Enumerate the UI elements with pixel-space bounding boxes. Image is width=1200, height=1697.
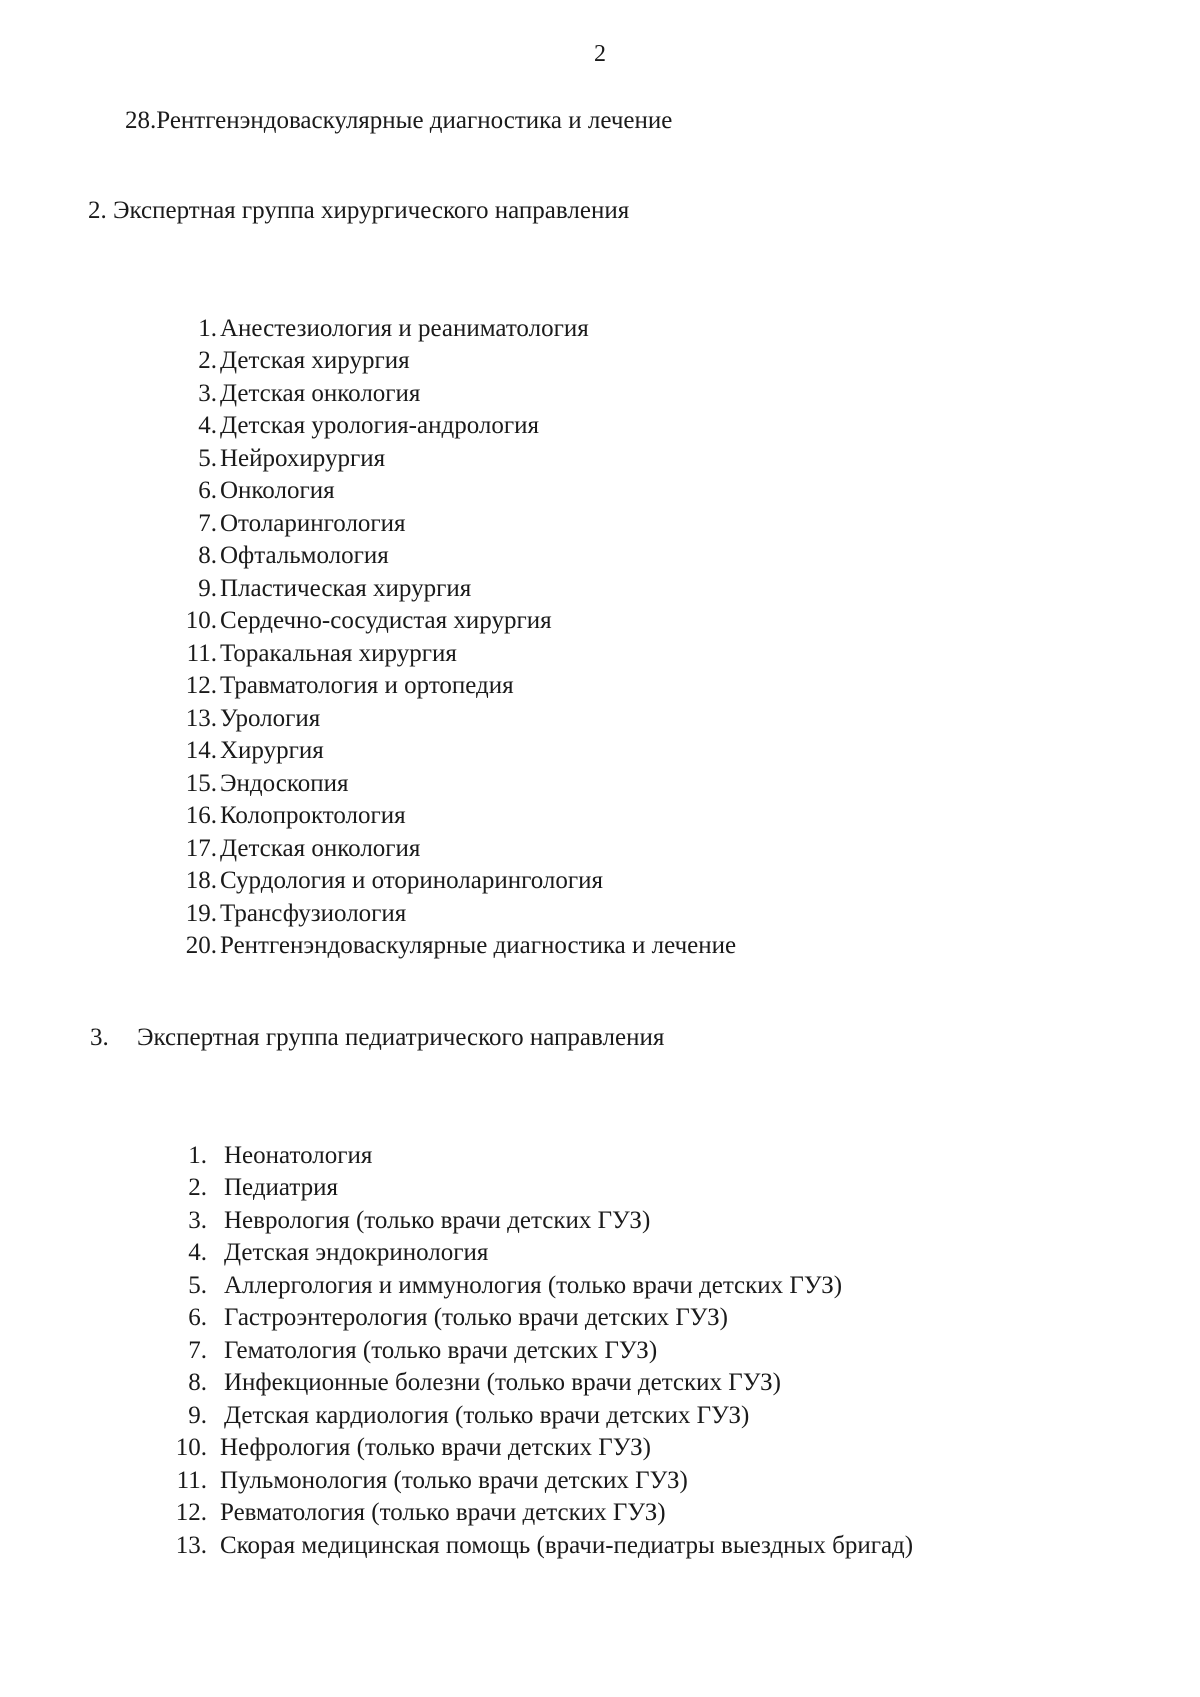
item-number: 4. — [188, 1239, 207, 1266]
item-text: Эндоскопия — [220, 770, 349, 797]
item-number: 6. — [188, 1304, 207, 1331]
item-number: 7. — [198, 510, 217, 537]
carry-over-item — [125, 108, 672, 133]
item-text: Пульмонология (только врачи детских ГУЗ) — [220, 1467, 688, 1494]
item-number: 14. — [185, 737, 217, 764]
item-number: 10. — [185, 607, 217, 634]
item-text: Детская хирургия — [220, 347, 410, 374]
item-text: Ревматология (только врачи детских ГУЗ) — [220, 1499, 666, 1526]
item-text: Аллергология и иммунология (только врачи детских ГУЗ) — [224, 1272, 843, 1299]
item-text: Онкология — [220, 477, 335, 504]
item-number: 15. — [185, 770, 217, 797]
item-number: 1. — [198, 315, 217, 342]
item-number: 3. — [188, 1207, 207, 1234]
item-number: 9. — [198, 575, 217, 602]
item-text: Неонатология — [224, 1142, 373, 1169]
item-text: Гематология (только врачи детских ГУЗ) — [224, 1337, 658, 1364]
item-number: 13. — [185, 705, 217, 732]
item-number: 12. — [185, 672, 217, 699]
item-number: 18. — [185, 867, 217, 894]
item-number: 5. — [198, 445, 217, 472]
page-number: 2 — [594, 41, 606, 67]
item-text: Торакальная хирургия — [220, 640, 457, 667]
item-text: Офтальмология — [220, 542, 389, 569]
item-text: Хирургия — [220, 737, 324, 764]
section-number: 2. — [88, 197, 107, 224]
item-text: Рентгенэндоваскулярные диагностика и лечение — [156, 107, 673, 134]
item-number: 2. — [188, 1174, 207, 1201]
item-number: 9. — [188, 1402, 207, 1429]
item-text: Неврология (только врачи детских ГУЗ) — [224, 1207, 651, 1234]
section-title: Экспертная группа педиатрического направления — [137, 1024, 665, 1051]
item-number: 12. — [175, 1499, 207, 1526]
item-text: Нейрохирургия — [220, 445, 386, 472]
item-number: 5. — [188, 1272, 207, 1299]
item-text: Детская урология-андрология — [220, 412, 539, 439]
item-number: 17. — [185, 835, 217, 862]
section-title: Экспертная группа хирургического направления — [113, 197, 630, 224]
item-text: Детская онкология — [220, 835, 421, 862]
item-text: Травматология и ортопедия — [220, 672, 514, 699]
item-text: Рентгенэндоваскулярные диагностика и лечение — [220, 932, 737, 959]
item-number: 7. — [188, 1337, 207, 1364]
section-number: 3. — [90, 1024, 109, 1051]
item-number: 11. — [176, 1467, 207, 1494]
item-text: Колопроктология — [220, 802, 406, 829]
item-number: 19. — [185, 900, 217, 927]
item-text: Детская эндокринология — [224, 1239, 489, 1266]
item-number: 20. — [185, 932, 217, 959]
item-text: Скорая медицинская помощь (врачи-педиатры выездных бригад) — [220, 1532, 914, 1559]
item-text: Отоларингология — [220, 510, 406, 537]
item-number: 8. — [188, 1369, 207, 1396]
item-number: 4. — [198, 412, 217, 439]
item-text: Урология — [220, 705, 321, 732]
item-number: 16. — [185, 802, 217, 829]
item-number: 3. — [198, 380, 217, 407]
item-text: Детская кардиология (только врачи детских ГУЗ) — [224, 1402, 750, 1429]
item-text: Анестезиология и реаниматология — [220, 315, 589, 342]
item-number: 2. — [198, 347, 217, 374]
item-text: Гастроэнтерология (только врачи детских ГУЗ) — [224, 1304, 729, 1331]
item-text: Трансфузиология — [220, 900, 407, 927]
item-text: Сердечно-сосудистая хирургия — [220, 607, 552, 634]
item-text: Инфекционные болезни (только врачи детских ГУЗ) — [224, 1369, 781, 1396]
item-number: 1. — [188, 1142, 207, 1169]
item-number: 8. — [198, 542, 217, 569]
item-text: Педиатрия — [224, 1174, 338, 1201]
section-heading-surgical — [88, 198, 629, 223]
item-number: 11. — [186, 640, 217, 667]
item-number: 13. — [175, 1532, 207, 1559]
item-text: Пластическая хирургия — [220, 575, 472, 602]
item-text: Нефрология (только врачи детских ГУЗ) — [220, 1434, 651, 1461]
item-text: Сурдология и оториноларингология — [220, 867, 604, 894]
item-number: 10. — [175, 1434, 207, 1461]
item-number: 28. — [125, 107, 157, 134]
item-number: 6. — [198, 477, 217, 504]
item-text: Детская онкология — [220, 380, 421, 407]
